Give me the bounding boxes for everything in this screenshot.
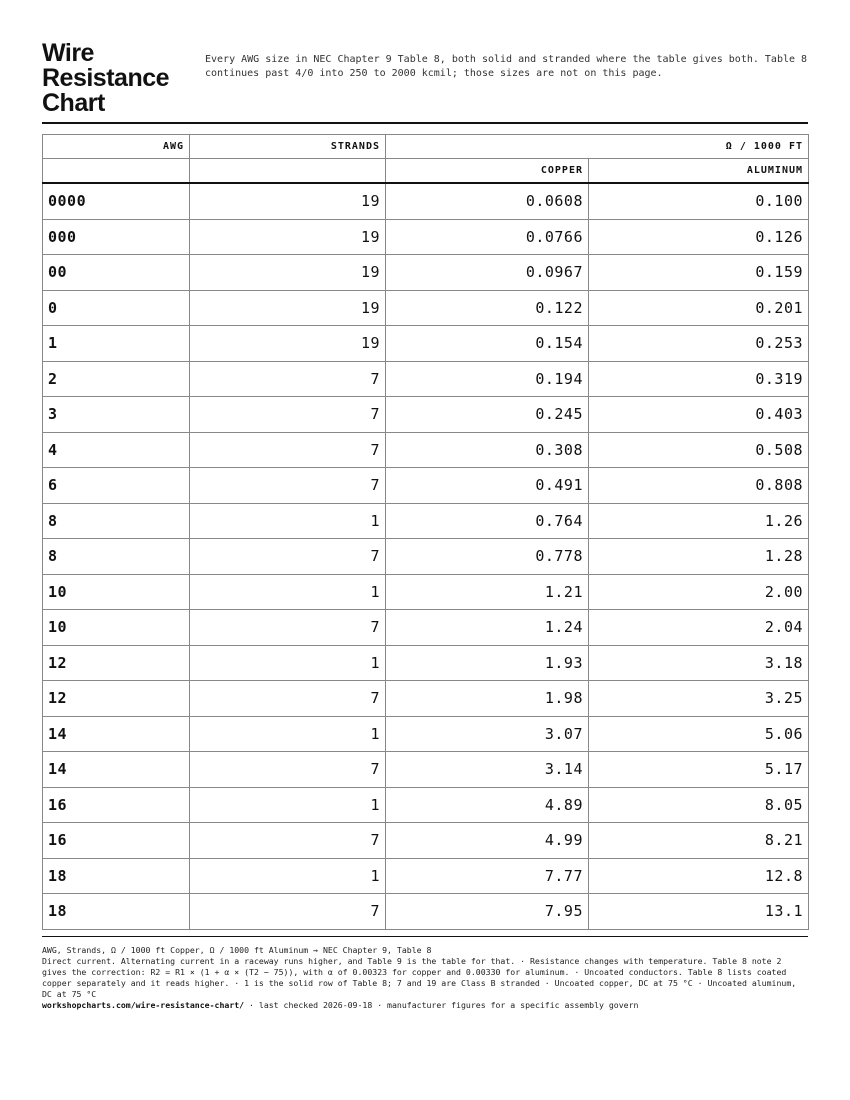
strands-cell: 1	[190, 858, 386, 894]
page-title	[42, 41, 205, 116]
strands-cell: 1	[190, 574, 386, 610]
aluminum-cell: 5.17	[589, 752, 809, 788]
awg-cell: 18	[43, 894, 190, 930]
copper-cell: 3.14	[386, 752, 589, 788]
aluminum-cell: 0.159	[589, 255, 809, 291]
aluminum-cell: 8.05	[589, 787, 809, 823]
awg-cell: 10	[43, 610, 190, 646]
strands-cell: 7	[190, 361, 386, 397]
aluminum-cell: 3.18	[589, 645, 809, 681]
header-copper: COPPER	[386, 159, 589, 184]
strands-cell: 1	[190, 645, 386, 681]
strands-cell: 7	[190, 610, 386, 646]
aluminum-cell: 1.26	[589, 503, 809, 539]
table-row	[43, 787, 809, 823]
strands-cell: 19	[190, 326, 386, 362]
awg-cell: 14	[43, 752, 190, 788]
awg-cell: 3	[43, 397, 190, 433]
strands-cell: 1	[190, 503, 386, 539]
copper-cell: 4.99	[386, 823, 589, 859]
awg-cell: 14	[43, 716, 190, 752]
strands-cell: 7	[190, 681, 386, 717]
table-row	[43, 681, 809, 717]
strands-cell: 7	[190, 468, 386, 504]
copper-cell: 4.89	[386, 787, 589, 823]
copper-cell: 3.07	[386, 716, 589, 752]
table-row	[43, 574, 809, 610]
strands-cell: 7	[190, 823, 386, 859]
copper-cell: 0.0766	[386, 219, 589, 255]
aluminum-cell: 8.21	[589, 823, 809, 859]
awg-cell: 18	[43, 858, 190, 894]
table-row	[43, 255, 809, 291]
awg-cell: 0	[43, 290, 190, 326]
table-body	[43, 183, 809, 929]
strands-cell: 7	[190, 397, 386, 433]
awg-cell: 8	[43, 503, 190, 539]
header-aluminum: ALUMINUM	[589, 159, 809, 184]
table-row	[43, 716, 809, 752]
table-row	[43, 468, 809, 504]
strands-cell: 7	[190, 752, 386, 788]
strands-cell: 19	[190, 219, 386, 255]
strands-cell: 19	[190, 290, 386, 326]
title-line: Wire	[42, 39, 94, 67]
awg-cell: 10	[43, 574, 190, 610]
strands-cell: 1	[190, 716, 386, 752]
awg-cell: 0000	[43, 183, 190, 219]
table-row	[43, 503, 809, 539]
intro-text: Every AWG size in NEC Chapter 9 Table 8, both solid and stranded where the table gives both. Table 8 continues past 4/0 into 250 to 2000 kcmil; those sizes are not on this page.	[205, 54, 808, 79]
aluminum-cell: 0.253	[589, 326, 809, 362]
copper-cell: 0.0967	[386, 255, 589, 291]
strands-cell: 7	[190, 432, 386, 468]
aluminum-cell: 0.100	[589, 183, 809, 219]
table-row	[43, 752, 809, 788]
awg-cell: 16	[43, 823, 190, 859]
awg-cell: 4	[43, 432, 190, 468]
copper-cell: 0.194	[386, 361, 589, 397]
awg-cell: 8	[43, 539, 190, 575]
awg-cell: 6	[43, 468, 190, 504]
awg-cell: 12	[43, 681, 190, 717]
strands-cell: 7	[190, 894, 386, 930]
header-resistance-group: Ω / 1000 FT	[386, 135, 809, 159]
strands-cell: 1	[190, 787, 386, 823]
table-row	[43, 539, 809, 575]
aluminum-cell: 13.1	[589, 894, 809, 930]
aluminum-cell: 5.06	[589, 716, 809, 752]
copper-cell: 7.95	[386, 894, 589, 930]
table-row	[43, 432, 809, 468]
footer-url[interactable]: workshopcharts.com/wire-resistance-chart/	[42, 1000, 245, 1010]
copper-cell: 0.491	[386, 468, 589, 504]
aluminum-cell: 0.201	[589, 290, 809, 326]
copper-cell: 0.764	[386, 503, 589, 539]
aluminum-cell: 0.808	[589, 468, 809, 504]
copper-cell: 1.24	[386, 610, 589, 646]
aluminum-cell: 0.508	[589, 432, 809, 468]
table-row	[43, 397, 809, 433]
aluminum-cell: 3.25	[589, 681, 809, 717]
table-row	[43, 183, 809, 219]
copper-cell: 0.245	[386, 397, 589, 433]
page	[42, 39, 808, 930]
aluminum-cell: 0.319	[589, 361, 809, 397]
copper-cell: 1.98	[386, 681, 589, 717]
table-row	[43, 290, 809, 326]
aluminum-cell: 12.8	[589, 858, 809, 894]
aluminum-cell: 2.04	[589, 610, 809, 646]
awg-cell: 12	[43, 645, 190, 681]
aluminum-cell: 1.28	[589, 539, 809, 575]
aluminum-cell: 0.126	[589, 219, 809, 255]
footer-notes: Direct current. Alternating current in a raceway runs higher, and Table 9 is the table for that. · Resistance changes with temperature. Table 8 note 2 gives the correction: R2 = R1 × (1 + α × (T2 − 75)), with α of 0.00323 for copper and 0.00330 for aluminum. · Uncoated conductors. Table 8 lists coated copper separately and it reads higher. · 1 is the solid row of Table 8; 7 and 19 are Class B stranded · Uncoated copper, DC at 75 °C · Uncoated aluminum, DC at 75 °C	[42, 956, 797, 999]
title-line: Resistance	[42, 64, 170, 92]
copper-cell: 0.154	[386, 326, 589, 362]
copper-cell: 0.778	[386, 539, 589, 575]
copper-cell: 1.93	[386, 645, 589, 681]
copper-cell: 0.122	[386, 290, 589, 326]
footer-credit	[42, 1000, 808, 1011]
header-awg: AWG	[43, 135, 190, 159]
awg-cell: 000	[43, 219, 190, 255]
table-row	[43, 326, 809, 362]
copper-cell: 0.308	[386, 432, 589, 468]
awg-cell: 16	[43, 787, 190, 823]
footer-source: AWG, Strands, Ω / 1000 ft Copper, Ω / 1000 ft Aluminum → NEC Chapter 9, Table 8	[42, 945, 432, 955]
strands-cell: 19	[190, 255, 386, 291]
table-row	[43, 823, 809, 859]
aluminum-cell: 2.00	[589, 574, 809, 610]
table-row	[43, 219, 809, 255]
table-row	[43, 858, 809, 894]
title-line: Chart	[42, 89, 105, 117]
copper-cell: 7.77	[386, 858, 589, 894]
footer	[42, 936, 808, 1011]
awg-cell: 1	[43, 326, 190, 362]
table-row	[43, 894, 809, 930]
header	[42, 39, 808, 124]
table-row	[43, 610, 809, 646]
header-blank	[43, 159, 190, 184]
copper-cell: 0.0608	[386, 183, 589, 219]
strands-cell: 19	[190, 183, 386, 219]
table-row	[43, 361, 809, 397]
table-row	[43, 645, 809, 681]
footer-checked: · last checked 2026-09-18 · manufacturer figures for a specific assembly govern	[244, 1000, 639, 1010]
header-blank	[190, 159, 386, 184]
awg-cell: 2	[43, 361, 190, 397]
aluminum-cell: 0.403	[589, 397, 809, 433]
resistance-table	[42, 134, 809, 930]
awg-cell: 00	[43, 255, 190, 291]
strands-cell: 7	[190, 539, 386, 575]
header-strands: STRANDS	[190, 135, 386, 159]
copper-cell: 1.21	[386, 574, 589, 610]
